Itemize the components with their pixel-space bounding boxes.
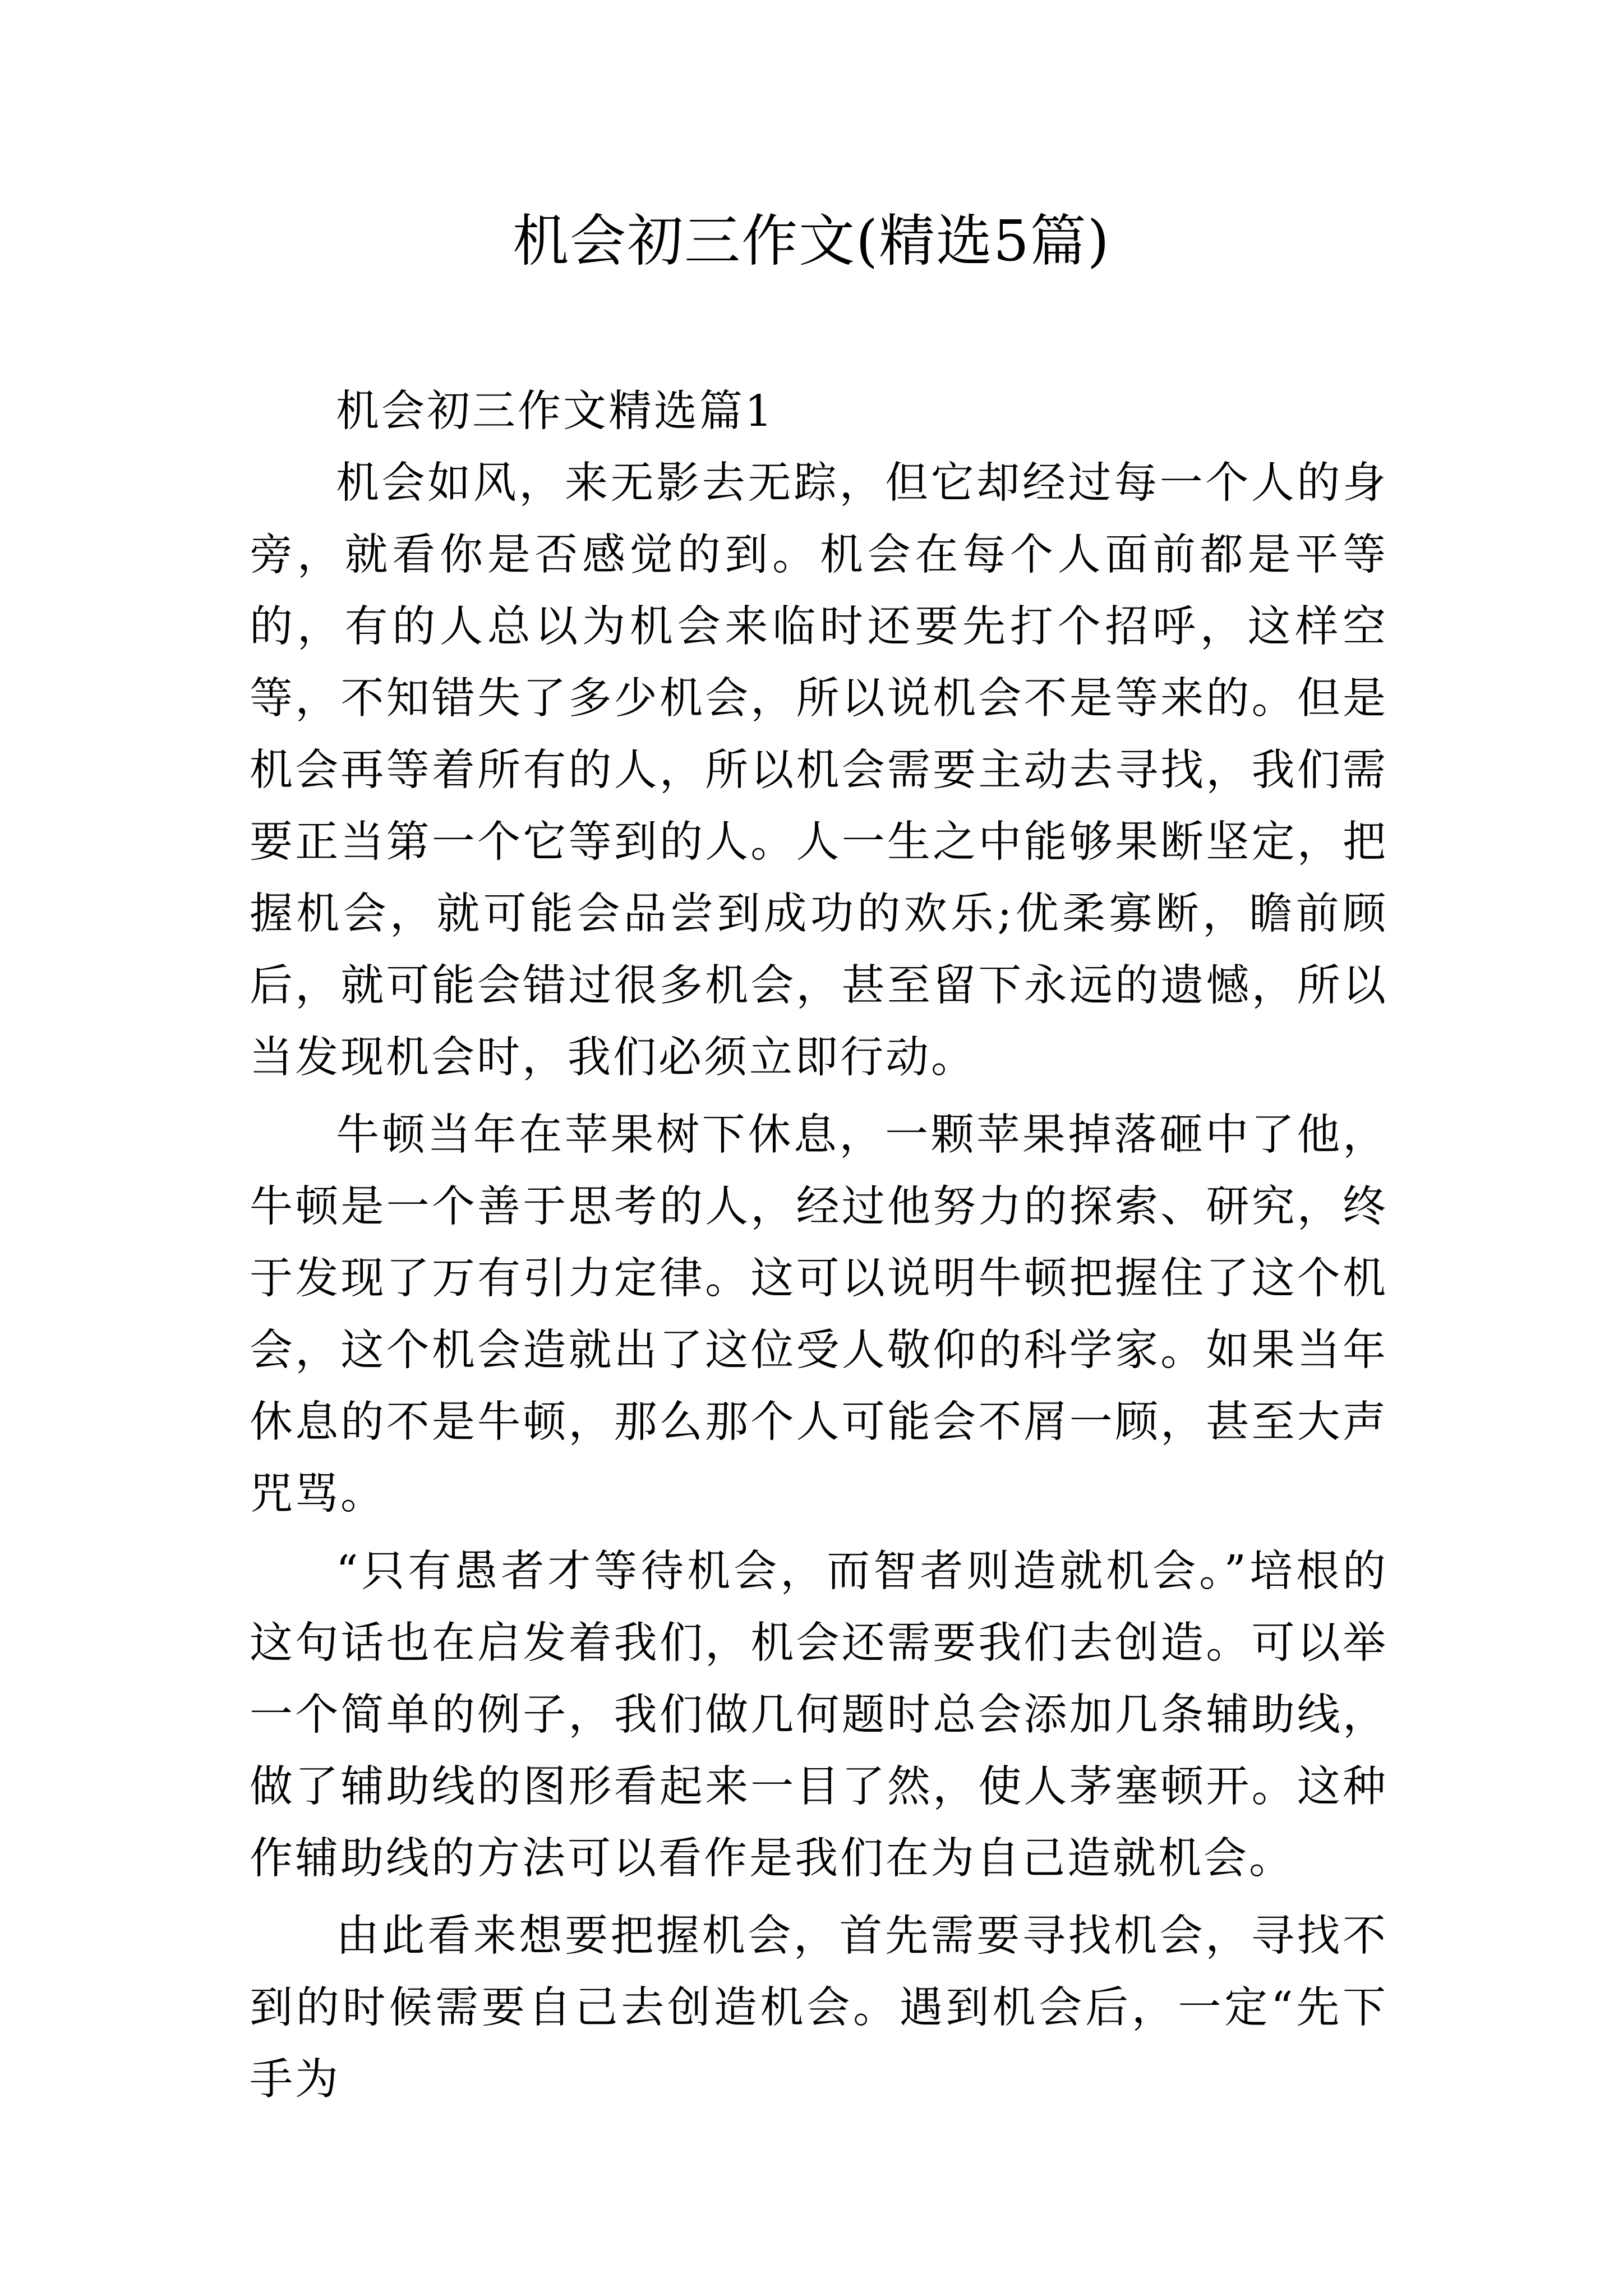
paragraph: 机会如风，来无影去无踪，但它却经过每一个人的身旁，就看你是否感觉的到。机会在每个人面前都是平等的，有的人总以为机会来临时还要先打个招呼，这样空等，不知错失了多少机会，所以说机会不是等来的。但是机会再等着所有的人，所以机会需要主动去寻找，我们需要正当第一个它等到的人。人一生之中能够果断坚定，把握机会，就可能会品尝到成功的欢乐;优柔寡断，瞻前顾后，就可能会错过很多机会，甚至留下永远的遗憾，所以当发现机会时，我们必须立即行动。	[250, 458, 1388, 1083]
paragraph: 由此看来想要把握机会，首先需要寻找机会，寻找不到的时候需要自己去创造机会。遇到机会后，一定“先下手为	[250, 1911, 1388, 2105]
paragraph: “只有愚者才等待机会，而智者则造就机会。”培根的这句话也在启发着我们，机会还需要我们去创造。可以举一个简单的例子，我们做几何题时总会添加几条辅助线，做了辅助线的图形看起来一目了然，使人茅塞顿开。这种作辅助线的方法可以看作是我们在为自己造就机会。	[250, 1547, 1388, 1884]
document-body	[250, 376, 1388, 2116]
paragraph: 牛顿当年在苹果树下休息，一颗苹果掉落砸中了他，牛顿是一个善于思考的人，经过他努力的探索、研究，终于发现了万有引力定律。这可以说明牛顿把握住了这个机会，这个机会造就出了这位受人敬仰的科学家。如果当年休息的不是牛顿，那么那个人可能会不屑一顾，甚至大声咒骂。	[250, 1110, 1388, 1519]
section-heading: 机会初三作文精选篇1	[336, 386, 774, 436]
document-title: 机会初三作文(精选5篇)	[513, 208, 1110, 274]
